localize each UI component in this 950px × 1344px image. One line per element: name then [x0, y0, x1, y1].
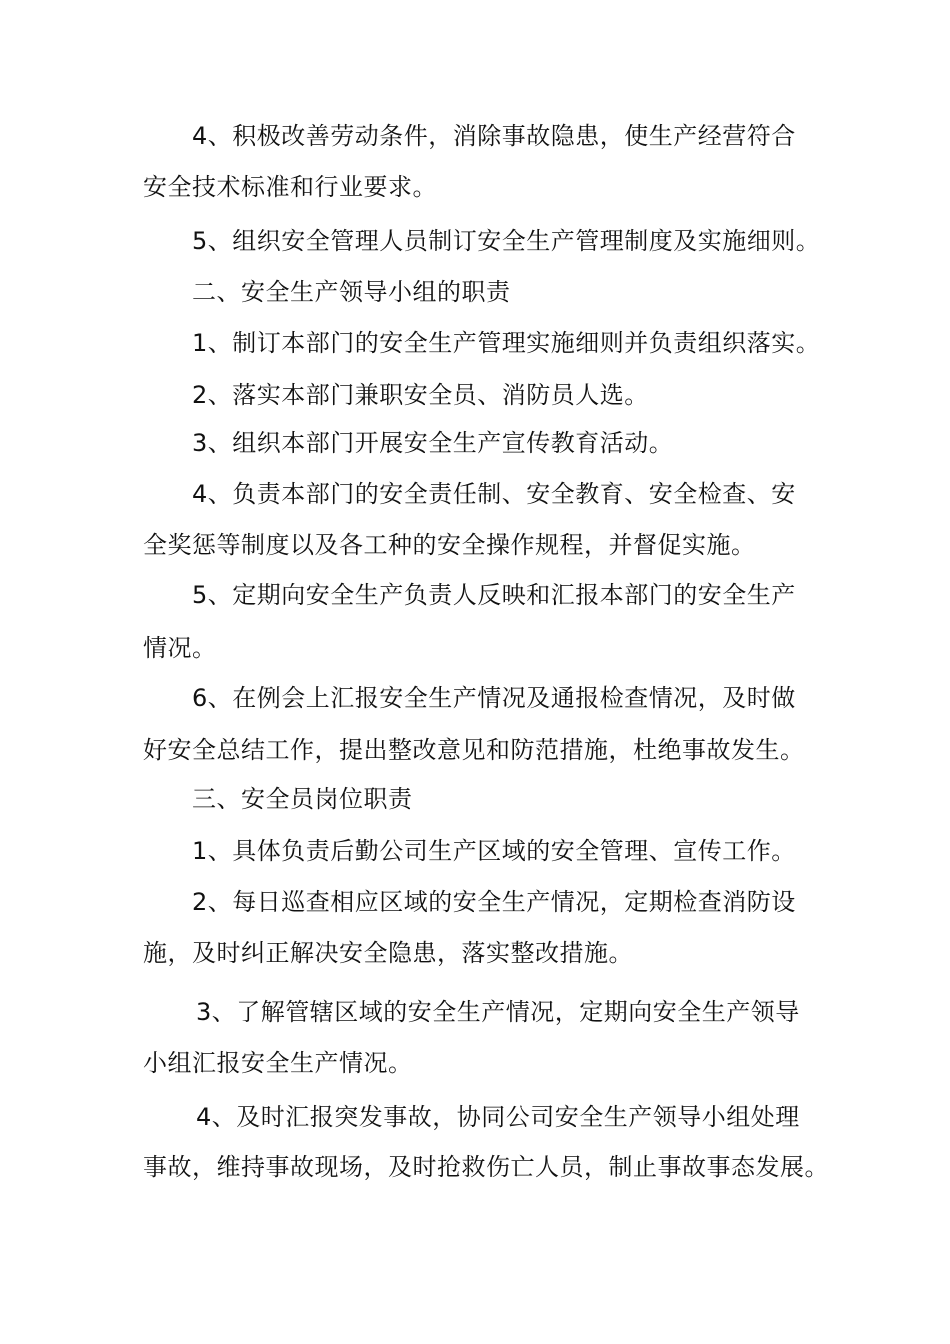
paragraph-line: 3、组织本部门开展安全生产宣传教育活动。: [192, 429, 674, 457]
paragraph-line: 5、定期向安全生产负责人反映和汇报本部门的安全生产: [192, 581, 796, 609]
paragraph-line: 全奖惩等制度以及各工种的安全操作规程，并督促实施。: [143, 531, 756, 559]
paragraph-line: 4、积极改善劳动条件，消除事故隐患，使生产经营符合: [192, 122, 796, 150]
paragraph-line: 4、及时汇报突发事故，协同公司安全生产领导小组处理: [196, 1103, 800, 1131]
paragraph-line: 事故，维持事故现场，及时抢救伤亡人员，制止事故事态发展。: [143, 1153, 829, 1181]
paragraph-line: 2、每日巡查相应区域的安全生产情况，定期检查消防设: [192, 888, 796, 916]
paragraph-line: 3、了解管辖区域的安全生产情况，定期向安全生产领导: [196, 998, 800, 1026]
paragraph-line: 1、制订本部门的安全生产管理实施细则并负责组织落实。: [192, 329, 821, 357]
section-heading: 三、安全员岗位职责: [192, 785, 413, 813]
paragraph-line: 好安全总结工作，提出整改意见和防范措施，杜绝事故发生。: [143, 736, 805, 764]
paragraph-line: 安全技术标准和行业要求。: [143, 173, 437, 201]
paragraph-line: 施，及时纠正解决安全隐患，落实整改措施。: [143, 939, 633, 967]
paragraph-line: 4、负责本部门的安全责任制、安全教育、安全检查、安: [192, 480, 796, 508]
paragraph-line: 2、落实本部门兼职安全员、消防员人选。: [192, 381, 649, 409]
paragraph-line: 5、组织安全管理人员制订安全生产管理制度及实施细则。: [192, 227, 821, 255]
paragraph-line: 6、在例会上汇报安全生产情况及通报检查情况，及时做: [192, 684, 796, 712]
paragraph-line: 小组汇报安全生产情况。: [143, 1049, 413, 1077]
section-heading: 二、安全生产领导小组的职责: [192, 278, 511, 306]
paragraph-line: 情况。: [143, 634, 217, 662]
paragraph-line: 1、具体负责后勤公司生产区域的安全管理、宣传工作。: [192, 837, 796, 865]
